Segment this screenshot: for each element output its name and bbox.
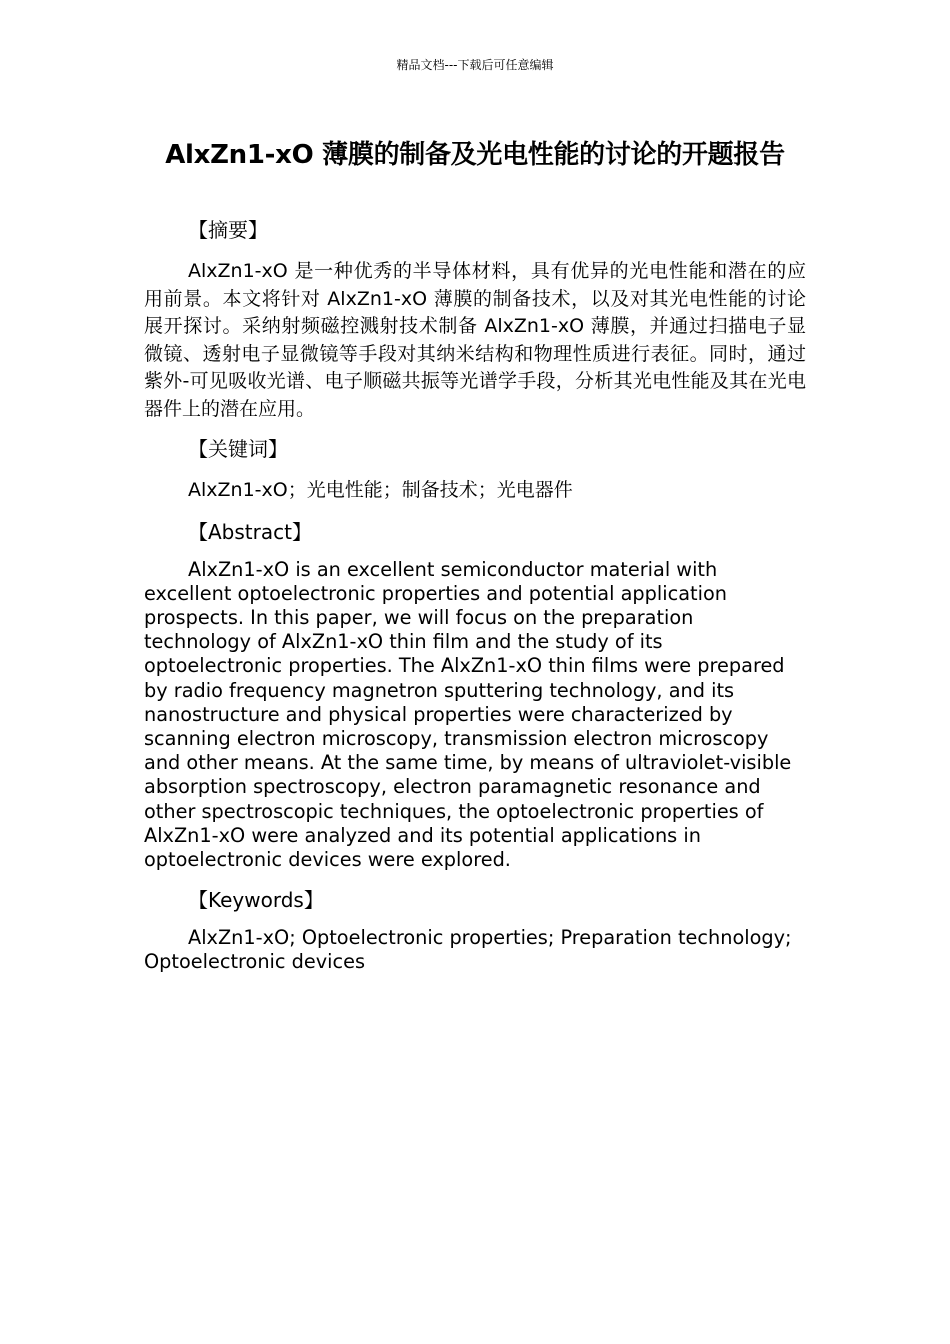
abstract-en-text: AlxZn1-xO is an excellent semiconductor material with excellent optoelectronic properties and potential application prospects. In this paper, we will focus on the preparation technology of AlxZn1-xO thin film and the study of its optoelectronic properties. The AlxZn1-xO thin films were prepared by radio frequency magnetron sputtering technology, and its nanostructure and physical properties were characterized by scanning electron microscopy, transmission electron microscopy and other means. At the same time, by means of ultraviolet-visible absorption spectroscopy, electron paramagnetic resonance and other spectroscopic techniques, the optoelectronic properties of AlxZn1-xO were analyzed and its potential applications in optoelectronic devices were explored.	[144, 557, 792, 871]
document-title: AlxZn1-xO 薄膜的制备及光电性能的讨论的开题报告	[165, 140, 785, 170]
abstract-cn-text: AlxZn1-xO 是一种优秀的半导体材料，具有优异的光电性能和潜在的应用前景。本文将针对 AlxZn1-xO 薄膜的制备技术，以及对其光电性能的讨论展开探讨。采纳射频磁控溅射技术制备 AlxZn1-xO 薄膜，并通过扫描电子显微镜、透射电子显微镜等手段对其纳米结构和物理性质进行表征。同时，通过紫外-可见吸收光谱、电子顺磁共振等光谱学手段，分析其光电性能及其在光电器件上的潜在应用。	[144, 260, 806, 420]
header-note: 精品文档---下载后可任意编辑	[396, 58, 554, 72]
keywords-cn-text: AlxZn1-xO；光电性能；制备技术；光电器件	[188, 479, 573, 501]
keywords-en-heading: 【Keywords】	[188, 888, 324, 913]
document-body	[144, 216, 806, 975]
abstract-cn-heading: 【摘要】	[188, 218, 268, 242]
keywords-en-text: AlxZn1-xO; Optoelectronic properties; Preparation technology; Optoelectronic devices	[144, 926, 792, 974]
keywords-cn-heading: 【关键词】	[188, 437, 288, 461]
abstract-en-heading: 【Abstract】	[188, 519, 312, 544]
